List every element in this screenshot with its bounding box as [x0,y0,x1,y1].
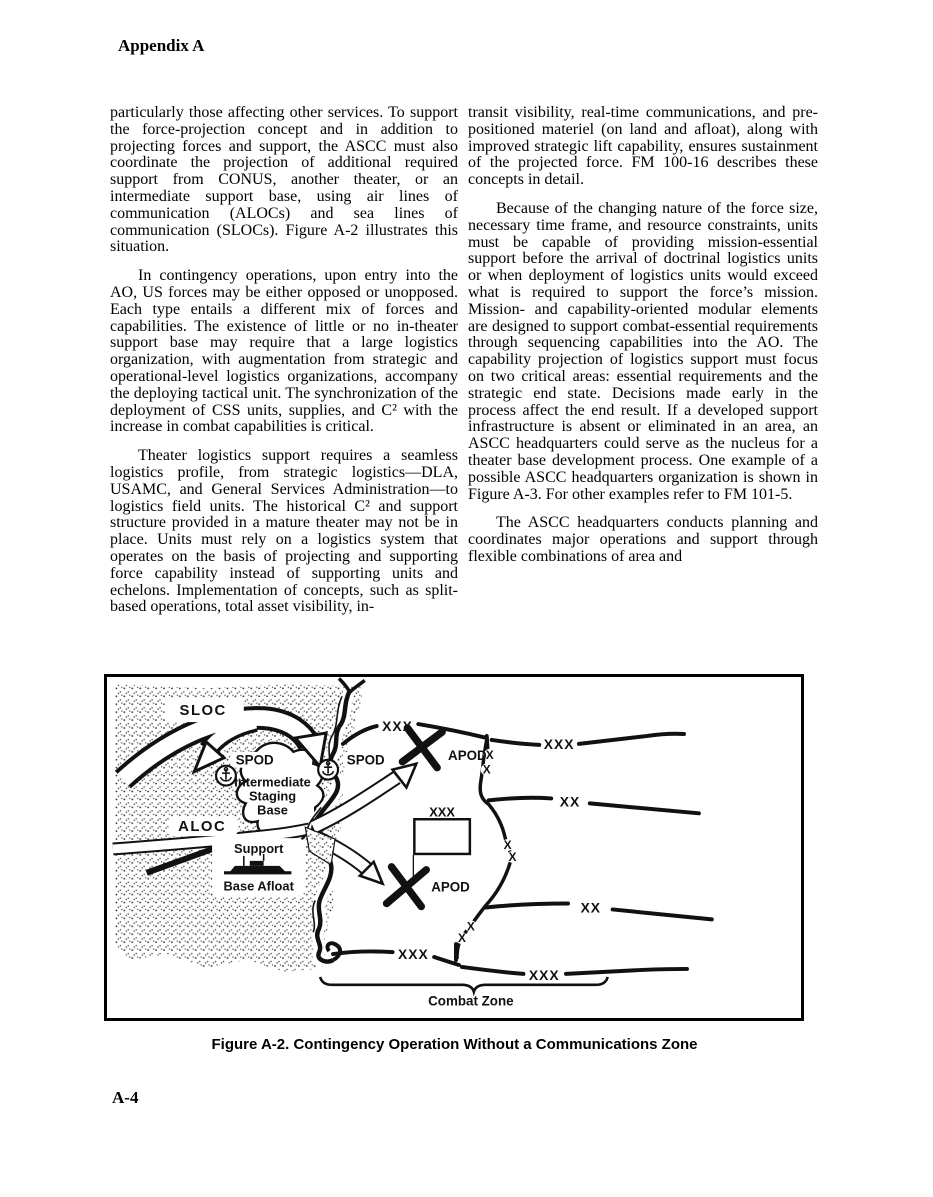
front-line-mark: X [457,931,466,946]
front-line-mark: X [482,762,491,777]
spod-label: SPOD [235,752,274,768]
staging-base-label: Staging [248,788,297,804]
sloc-label: SLOC [179,703,227,720]
division-boundary-label: XX [559,793,581,810]
support-base-label: Base Afloat [223,878,294,894]
paragraph: Theater logistics support requires a seamless logistics profile, from strategic logistics—DLA, USAMC, and General Services Administration—to logistics field units. The historical C² and support structure provided in a mature theater may not be in place. Units must rely on a logistics system that operates on the basis of projecting and supporting force capability instead of supporting units and echelons. Implementation of concepts, such as split-based operations, total asset visibility, in- [110,447,458,616]
front-line-mark: X [508,849,517,864]
apod-label: APOD [431,879,470,895]
right-column [468,105,818,578]
corps-boundary-label: XXX [543,735,575,752]
aloc-label: ALOC [178,819,227,836]
staging-base-label: Base [257,802,288,818]
figure-a2-map [104,674,804,1021]
paragraph: In contingency operations, upon entry into the AO, US forces may be either opposed or unopposed. Each type entails a different mix of forces and capabilities. The existence of little or no in-theater support base may require that a large logistics organization, with augmentation from strategic and operational-level logistics organizations, accompany the deploying tactical unit. The synchronization of the deployment of CSS units, supplies, and C² with the increase in combat capabilities is critical. [110,267,458,436]
support-base-label: Support [234,840,284,856]
division-boundary-label: XX [580,899,602,916]
paragraph: Because of the changing nature of the force size, necessary time frame, and resource constraints, units must be capable of providing mission-essential support before the arrival of doctrinal logistics units or when deployment of logistics units would exceed what is required to support the force’s mission. Mission- and capability-oriented modular elements are designed to support combat-essential requirements through sequencing capabilities into the AO. The capability projection of logistics support must focus on two critical areas: essential requirements and the strategic end state. Decisions made early in the process affect the end result. If a developed support infrastructure is absent or eliminated in an area, an ASCC headquarters could serve as the nucleus for a theater base development process. One example of a possible ASCC headquarters organization is shown in Figure A-3. For other examples refer to FM 101-5. [468,199,818,503]
left-column [110,105,458,628]
spod-label: SPOD [346,752,385,768]
corps-boundary-label: XXX [528,966,560,983]
corps-boundary-label: XXX [397,946,429,963]
figure-caption: Figure A-2. Contingency Operation Without a Communications Zone [211,1036,698,1053]
page-number: A-4 [112,1088,139,1107]
boundary-lines [333,724,712,974]
front-line-mark: X [503,837,512,852]
page-header: Appendix A [118,36,205,55]
apod-label: APOD [448,747,487,763]
unit-box-echelon: XXX [429,804,455,820]
paragraph: particularly those affecting other services. To support the force-projection concept and in addition to projecting forces and support, the ASCC must also coordinate the projection of additional required support from CONUS, another theater, or an intermediate support base, using air lines of communication (ALOCs) and sea lines of communication (SLOCs). Figure A-2 illustrates this situation. [110,104,458,256]
paragraph: transit visibility, real-time communications, and pre-positioned materiel (on land and afloat), along with improved strategic lift capability, ensures sustainment of the projected force. FM 100-16 describes these concepts in detail. [468,104,818,189]
unit-box [413,804,470,879]
front-line-mark: X [466,919,475,934]
corps-boundary-label: XXX [382,718,413,735]
combat-zone-brace [320,977,608,992]
front-line-mark: X [485,747,494,762]
combat-zone-label: Combat Zone [428,993,514,1009]
staging-base-label: Intermediate [234,774,311,790]
paragraph: The ASCC headquarters conducts planning and coordinates major operations and support through flexible combinations of area and [468,514,818,565]
